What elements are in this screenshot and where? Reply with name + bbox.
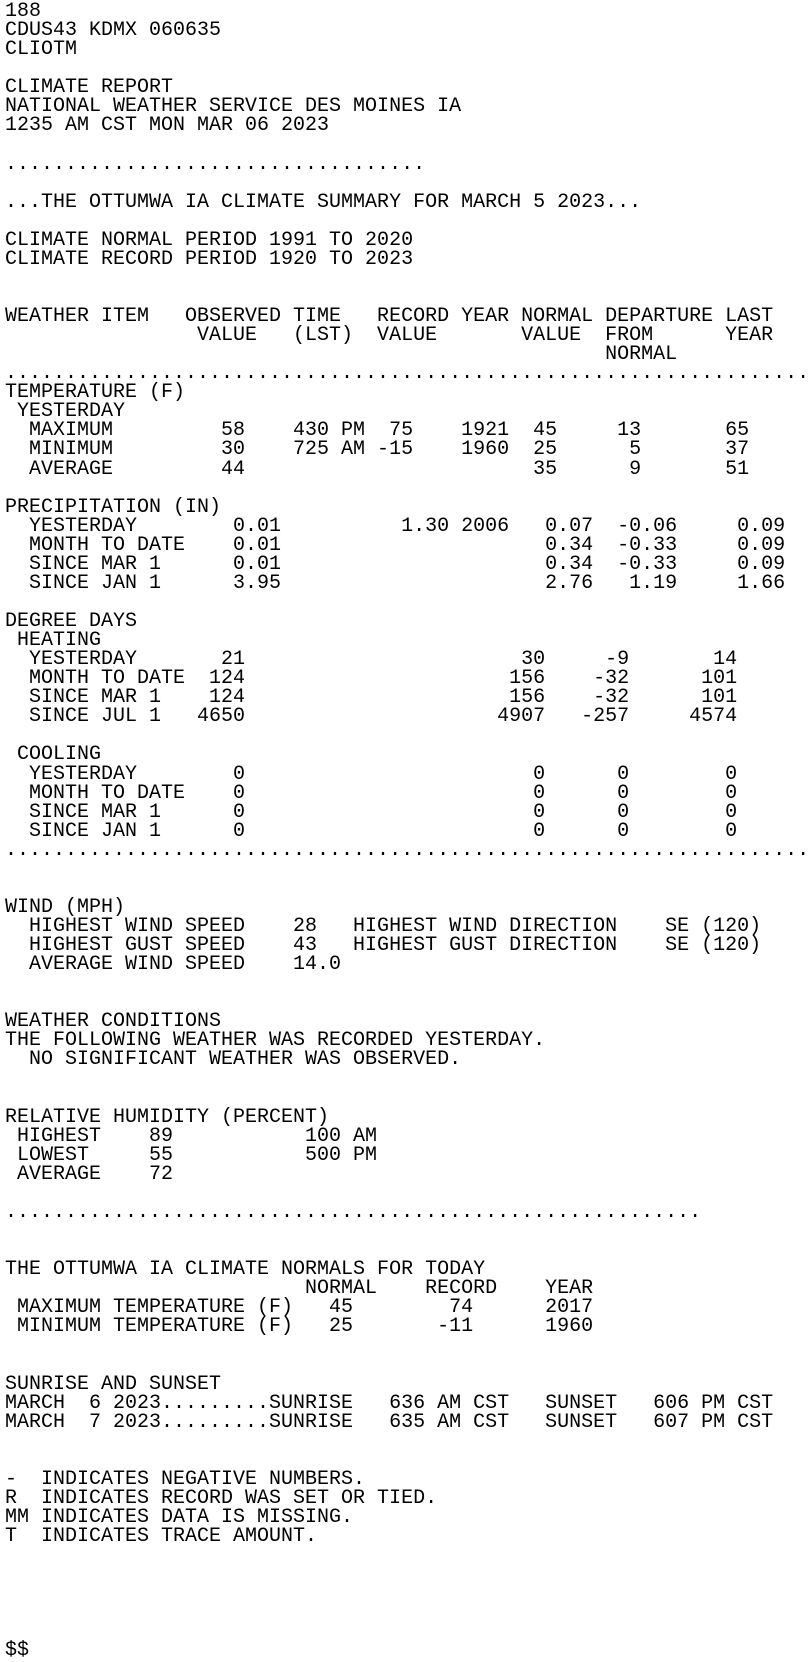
- report-line: MARCH 7 2023.........SUNRISE 635 AM CST SUNSET 607 PM CST: [5, 1410, 774, 1434]
- report-line: CLIMATE REPORT: [5, 76, 174, 100]
- report-line: WEATHER ITEM OBSERVED TIME RECORD YEAR NORMAL DEPARTURE LAST: [5, 305, 774, 328]
- report-line: [5, 1546, 810, 1565]
- report-line: HIGHEST GUST SPEED 43 HIGHEST GUST DIRECTION SE (120): [5, 934, 762, 958]
- report-line: AVERAGE 44 35 9 51: [5, 457, 750, 481]
- report-line: [5, 1565, 810, 1584]
- report-line: NORMAL RECORD YEAR: [5, 1277, 594, 1301]
- report-line: [5, 479, 810, 498]
- report-line: R INDICATES RECORD WAS SET OR TIED.: [5, 1486, 438, 1510]
- report-line: MONTH TO DATE 0.01 0.34 -0.33 0.09: [5, 533, 786, 557]
- report-line: SINCE JAN 1 0 0 0 0: [5, 819, 738, 843]
- report-line: PRECIPITATION (IN): [5, 495, 222, 519]
- report-line: [5, 879, 810, 898]
- report-line: RELATIVE HUMIDITY (PERCENT): [5, 1105, 330, 1129]
- report-line: 188: [5, 0, 42, 23]
- report-line: [5, 1070, 810, 1089]
- report-line: TEMPERATURE (F): [5, 381, 186, 405]
- report-line: ..........................................................: [5, 1200, 702, 1224]
- report-line: HEATING: [5, 629, 102, 653]
- report-line: ...................................................................: [5, 838, 810, 862]
- report-line: CLIOTM: [5, 38, 78, 62]
- report-line: [5, 212, 810, 231]
- report-line: ...THE OTTUMWA IA CLIMATE SUMMARY FOR MARCH 5 2023...: [5, 190, 642, 214]
- report-line: - INDICATES NEGATIVE NUMBERS.: [5, 1467, 366, 1491]
- report-line: NATIONAL WEATHER SERVICE DES MOINES IA: [5, 95, 462, 119]
- report-line: YESTERDAY: [5, 400, 126, 424]
- report-line: MINIMUM TEMPERATURE (F) 25 -11 1960: [5, 1315, 594, 1339]
- report-line: [5, 726, 810, 745]
- report-line: $$: [5, 1639, 30, 1662]
- report-line: YESTERDAY 0.01 1.30 2006 0.07 -0.06 0.09: [5, 514, 786, 538]
- report-line: NO SIGNIFICANT WEATHER WAS OBSERVED.: [5, 1048, 462, 1072]
- report-line: MM INDICATES DATA IS MISSING.: [5, 1505, 354, 1529]
- report-line: [5, 269, 810, 288]
- report-line: AVERAGE 72: [5, 1162, 174, 1186]
- report-line: MONTH TO DATE 124 156 -32 101: [5, 667, 738, 691]
- report-line: WEATHER CONDITIONS: [5, 1010, 222, 1034]
- report-line: [5, 1603, 810, 1622]
- report-line: MAXIMUM TEMPERATURE (F) 45 74 2017: [5, 1296, 594, 1320]
- report-line: HIGHEST WIND SPEED 28 HIGHEST WIND DIRECTION SE (120): [5, 915, 762, 938]
- report-line: [5, 974, 810, 993]
- report-line: NORMAL: [5, 343, 678, 367]
- report-line: YESTERDAY 0 0 0 0: [5, 762, 738, 786]
- report-line: [5, 1089, 810, 1108]
- report-line: [5, 1451, 810, 1470]
- report-line: [5, 1432, 810, 1451]
- report-line: AVERAGE WIND SPEED 14.0: [5, 953, 342, 977]
- report-line: SINCE JUL 1 4650 4907 -257 4574: [5, 705, 738, 729]
- report-line: [5, 135, 810, 154]
- report-line: [5, 174, 810, 193]
- report-line: CLIMATE RECORD PERIOD 1920 TO 2023: [5, 247, 414, 271]
- report-line: SINCE JAN 1 3.95 2.76 1.19 1.66: [5, 571, 786, 595]
- report-line: [5, 1622, 810, 1641]
- report-line: MONTH TO DATE 0 0 0 0: [5, 781, 738, 805]
- report-line: ...................................: [5, 152, 426, 176]
- report-line: WIND (MPH): [5, 895, 126, 919]
- report-line: CDUS43 KDMX 060635: [5, 19, 222, 43]
- report-line: MAXIMUM 58 430 PM 75 1921 45 13 65: [5, 419, 750, 443]
- report-line: HIGHEST 89 100 AM: [5, 1124, 378, 1148]
- report-line: LOWEST 55 500 PM: [5, 1143, 378, 1167]
- report-line: [5, 860, 810, 879]
- report-line: [5, 1584, 810, 1603]
- report-line: VALUE (LST) VALUE VALUE FROM YEAR: [5, 324, 774, 348]
- report-line: ...................................................................: [5, 362, 810, 386]
- report-line: MARCH 6 2023.........SUNRISE 636 AM CST SUNSET 606 PM CST: [5, 1391, 774, 1415]
- report-line: DEGREE DAYS: [5, 610, 138, 633]
- report-line: CLIMATE NORMAL PERIOD 1991 TO 2020: [5, 228, 414, 252]
- report-line: SINCE MAR 1 124 156 -32 101: [5, 686, 738, 710]
- report-line: SINCE MAR 1 0.01 0.34 -0.33 0.09: [5, 552, 786, 576]
- report-line: THE FOLLOWING WEATHER WAS RECORDED YESTERDAY.: [5, 1029, 546, 1053]
- report-line: COOLING: [5, 743, 102, 767]
- report-line: 1235 AM CST MON MAR 06 2023: [5, 114, 330, 138]
- report-line: [5, 1355, 810, 1374]
- report-line: YESTERDAY 21 30 -9 14: [5, 648, 738, 672]
- report-line: SUNRISE AND SUNSET: [5, 1372, 222, 1396]
- report-line: SINCE MAR 1 0 0 0 0: [5, 800, 738, 824]
- report-line: [5, 1222, 810, 1241]
- report-line: THE OTTUMWA IA CLIMATE NORMALS FOR TODAY: [5, 1258, 486, 1282]
- report-line: MINIMUM 30 725 AM -15 1960 25 5 37: [5, 438, 750, 462]
- report-line: T INDICATES TRACE AMOUNT.: [5, 1525, 318, 1548]
- report-line: [5, 1336, 810, 1355]
